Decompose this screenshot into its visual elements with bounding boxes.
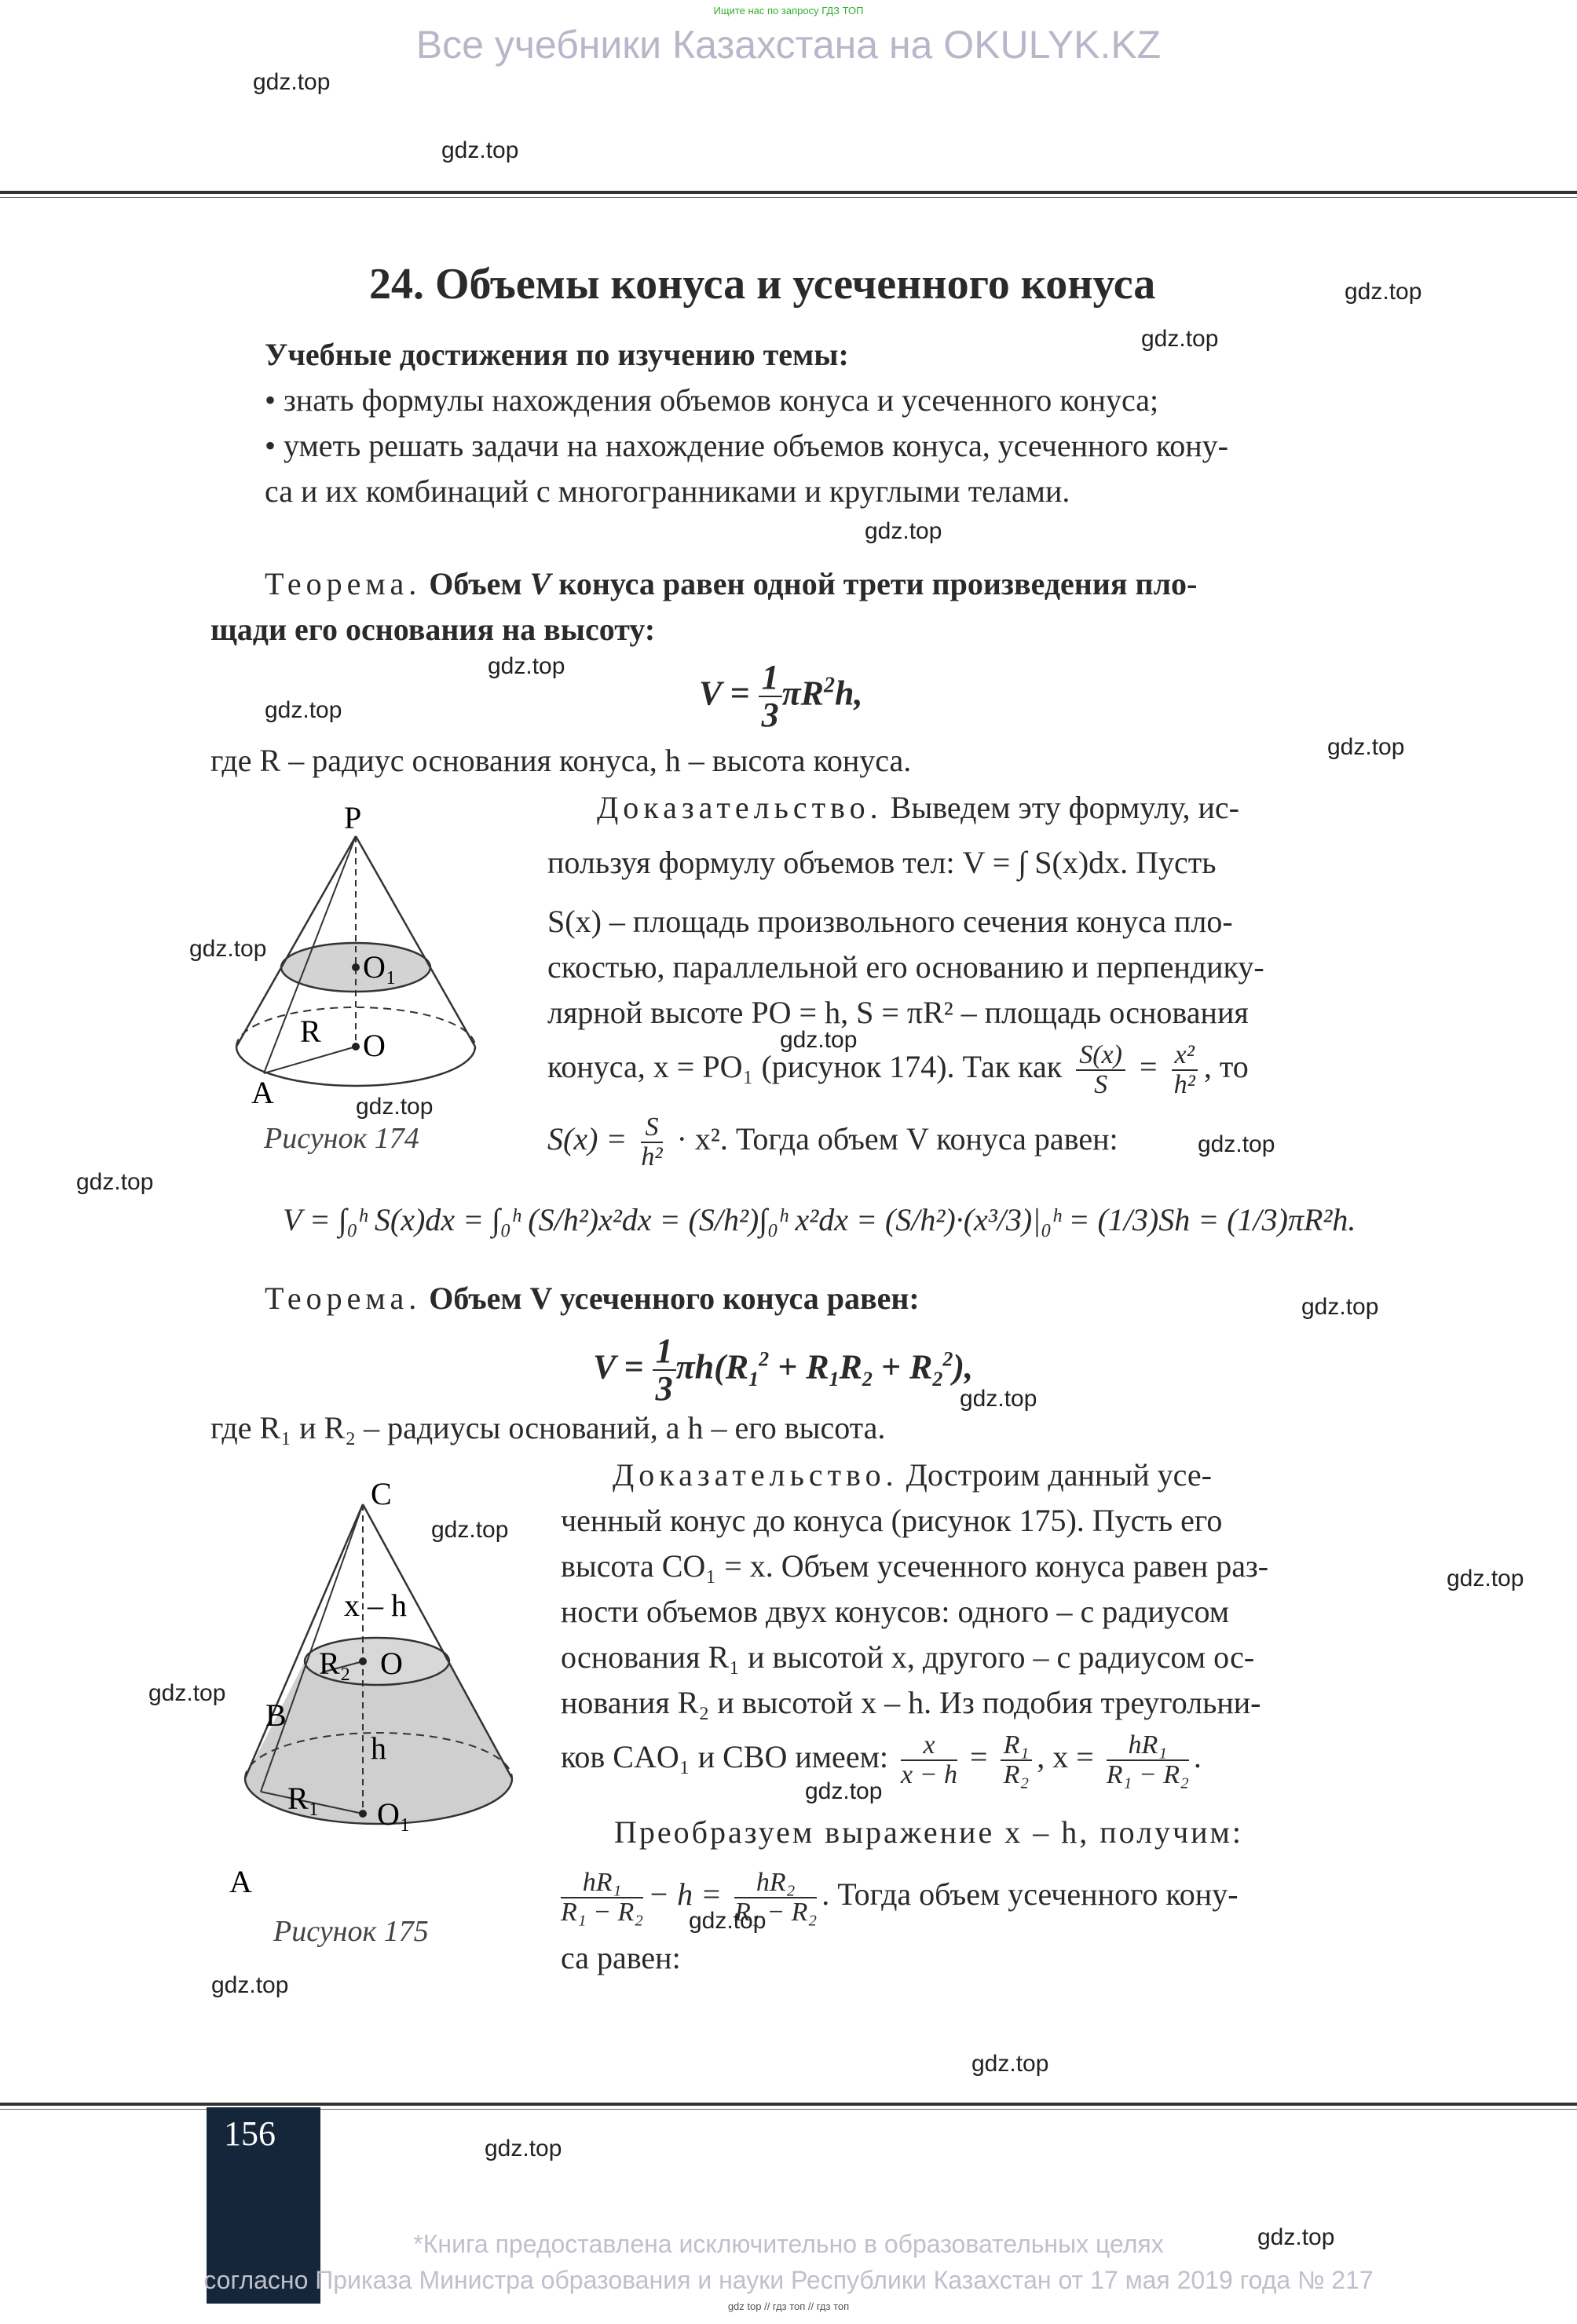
goal-item: • знать формулы нахождения объемов конуса и усеченного конуса; (265, 382, 1159, 418)
label-b: B (265, 1697, 287, 1733)
footer-note: согласно Приказа Министра образования и науки Республики Казахстан от 17 мая 2019 года № 217 (203, 2266, 1374, 2294)
proof-2-line: нования R₂ и высотой x – h. Из подобия треугольни- (561, 1685, 1261, 1720)
goal-item: • уметь решать задачи на нахождение объемов конуса, усеченного кону- (265, 428, 1228, 463)
label-a: A (251, 1075, 274, 1110)
proof-2-line: $\frac{\text{hR₁}}{\text{R₁ − R₂}}$ − h = $\frac{\text{hR₂}}{\text{R₁ − R₂}}$ . Тогда объем усеченного кону- (561, 1868, 1239, 1927)
theorem-1: Теорема. Объем V конуса равен одной трети произведения пло- (265, 566, 1198, 601)
watermark: gdz.top (780, 1027, 858, 1053)
formula-cone-volume: V = $\frac{1}{3}$ $\pi R^2h$, (699, 658, 863, 735)
top-rule (0, 191, 1577, 194)
label-o: O (380, 1646, 403, 1681)
watermark: gdz.top (960, 1386, 1037, 1412)
label-o: O (363, 1028, 386, 1063)
watermark: gdz.top (1301, 1294, 1379, 1320)
proof-2-line: са равен: (561, 1940, 681, 1975)
label-o1: O₁ (363, 949, 397, 985)
figure-175-frustum (212, 1476, 542, 1916)
watermark: gdz.top (441, 137, 519, 163)
proof-1-line: конуса, x = PO₁ (рисунок 174). Так как $\frac{S(x)}{S}$ = $\frac{\text{x²}}{\text{h²}}$ , то (547, 1040, 1249, 1099)
footer-note: *Книга предоставлена исключительно в образовательных целях (413, 2230, 1164, 2258)
label-r2: R₂ (319, 1646, 351, 1681)
proof-1-line: S(x) = $\frac{S}{\text{h²}}$ · x². Тогда объем V конуса равен: (547, 1113, 1118, 1171)
theorem-2-where: где R₁ и R₂ – радиусы оснований, а h – его высота. (210, 1410, 886, 1445)
watermark: gdz.top (265, 697, 342, 723)
section-title: 24. Объемы конуса и усеченного конуса (369, 260, 1156, 309)
proof-2-line: ченный конус до конуса (рисунок 175). Пусть его (561, 1503, 1223, 1538)
theorem-1-where: где R – радиус основания конуса, h – высота конуса. (210, 743, 912, 778)
theorem-label: Теорема. (265, 566, 422, 601)
label-o1: O₁ (377, 1796, 411, 1832)
proof-1-line: S(x) – площадь произвольного сечения конуса пло- (547, 904, 1233, 939)
top-note: Ищите нас по запросу ГДЗ ТОП (713, 5, 864, 16)
proof-1-line: пользуя формулу объемов тел: V = ∫ S(x)dx. Пусть (547, 845, 1217, 880)
page-number: 156 (224, 2114, 276, 2153)
proof-2-line: Доказательство. Достроим данный усе- (613, 1457, 1212, 1493)
proof-2-line: основания R₁ и высотой x, другого – с радиусом ос- (561, 1639, 1255, 1675)
watermark: gdz.top (189, 936, 267, 962)
label-r1: R₁ (287, 1781, 320, 1816)
formula-cone-derivation: V = ∫₀ʰ S(x)dx = ∫₀ʰ (S/h²)x²dx = (S/h²)∫₀ʰ x²dx = (S/h²)·(x³/3)|₀ʰ = (1/3)Sh = (1/3)πR²h. (283, 1202, 1356, 1237)
watermark: gdz.top (356, 1094, 434, 1120)
goals-heading: Учебные достижения по изучению темы: (265, 337, 849, 372)
watermark: gdz.top (76, 1169, 154, 1195)
site-banner[interactable]: Все учебники Казахстана на OKULYK.KZ (415, 23, 1162, 67)
watermark: gdz.top (488, 653, 565, 679)
watermark: gdz.top (1141, 326, 1219, 352)
proof-1-line: лярной высоте PO = h, S = πR² – площадь основания (547, 995, 1249, 1030)
proof-1-line: Доказательство. Выведем эту формулу, ис- (597, 790, 1239, 825)
watermark: gdz.top (1447, 1566, 1524, 1591)
watermark: gdz.top (485, 2136, 562, 2161)
label-x-h: x – h (344, 1588, 407, 1623)
proof-label: Доказательство. (613, 1457, 898, 1493)
proof-2-line: ков CAO₁ и CBO имеем: $\frac{x}{x - h}$ = $\frac{\text{R₁}}{\text{R₂}}$ , x = $\frac{\text{hR₁}}{\text{R₁ − R₂}}$ . (561, 1730, 1202, 1789)
watermark: gdz.top (689, 1908, 767, 1934)
label-a: A (229, 1864, 252, 1899)
watermark: gdz.top (971, 2051, 1049, 2077)
top-rule-thin (0, 197, 1577, 198)
watermark: gdz.top (431, 1517, 509, 1543)
theorem-label: Теорема. (265, 1281, 422, 1316)
watermark: gdz.top (253, 69, 331, 95)
watermark: gdz.top (1198, 1131, 1275, 1157)
label-r: R (300, 1014, 321, 1049)
label-h: h (371, 1730, 386, 1766)
formula-frustum-volume: V = $\frac{1}{3}$ $\pi h(R_1^2 + R_1R_2 + R_2^2)$, (593, 1332, 973, 1409)
watermark: gdz.top (1327, 734, 1405, 760)
proof-2-line: ности объемов двух конусов: одного – с радиусом (561, 1594, 1230, 1629)
figure-174-cone (228, 797, 495, 1127)
theorem-2: Теорема. Объем V усеченного конуса равен: (265, 1281, 920, 1316)
label-p: P (344, 800, 362, 835)
watermark: gdz.top (865, 518, 942, 544)
watermark: gdz.top (211, 1972, 289, 1998)
figure-175-caption: Рисунок 175 (273, 1915, 429, 1948)
footer-tiny: gdz top // гдз топ // гдз топ (727, 2300, 850, 2312)
bottom-rule (0, 2103, 1577, 2106)
label-c: C (371, 1476, 392, 1511)
proof-label: Доказательство. (597, 790, 883, 825)
proof-1-line: скостью, параллельной его основанию и перпендику- (547, 949, 1264, 985)
figure-174-caption: Рисунок 174 (264, 1122, 419, 1155)
proof-2-line: Преобразуем выражение x – h, получим: (614, 1814, 1243, 1850)
watermark: gdz.top (1257, 2224, 1335, 2250)
goal-item: са и их комбинаций с многогранниками и круглыми телами. (265, 473, 1070, 509)
watermark: gdz.top (1345, 279, 1422, 305)
watermark: gdz.top (148, 1680, 226, 1706)
proof-2-line: высота CO₁ = x. Объем усеченного конуса равен раз- (561, 1548, 1269, 1584)
watermark: gdz.top (805, 1778, 883, 1804)
theorem-1-cont: щади его основания на высоту: (210, 612, 656, 647)
